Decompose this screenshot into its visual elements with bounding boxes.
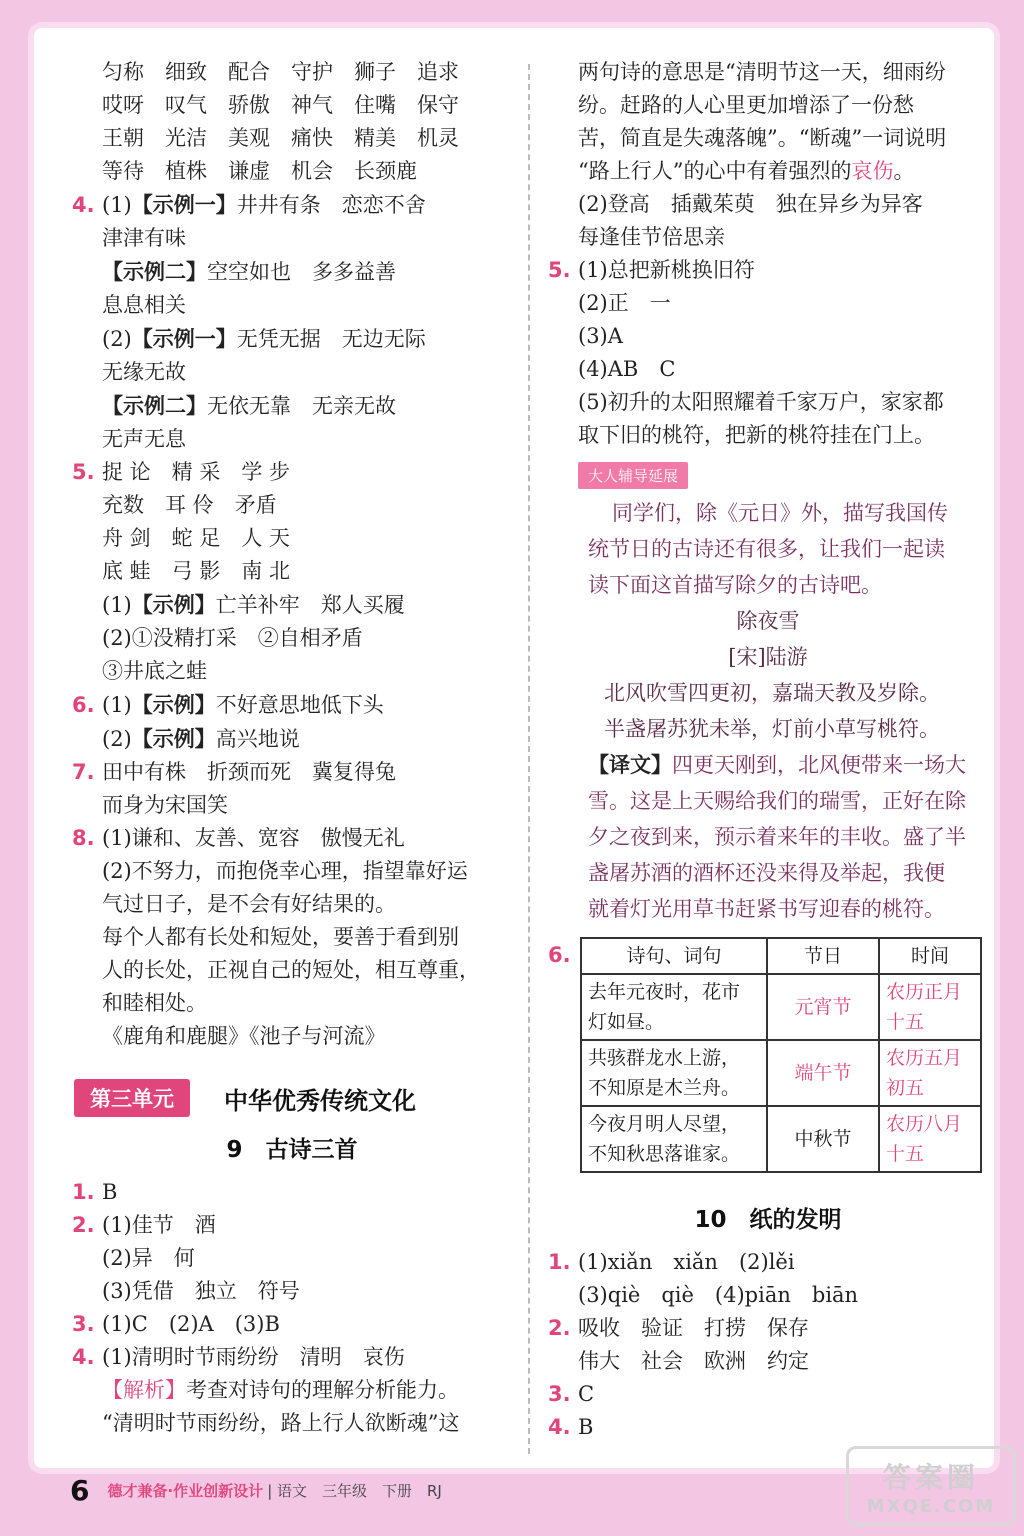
- answer-line: (2)【示例】高兴地说: [102, 726, 300, 751]
- poem-cell: 共骇群龙水上游， 不知原是木兰舟。: [581, 1040, 767, 1106]
- question-5-right: 5. (1)总把新桃换旧符: [548, 258, 755, 282]
- question-8: 8. (1)谦和、友善、宽容 傲慢无礼: [72, 826, 405, 850]
- answer-9-2: 2. (1)佳节 酒: [72, 1213, 216, 1237]
- word-row: 等待 植株 谦虚 机会 长颈鹿: [102, 159, 417, 183]
- answer-line: (2)正 一: [578, 291, 671, 315]
- answer-line: 取下旧的桃符，把新的桃符挂在门上。: [578, 423, 935, 447]
- question-6-right: 6. 诗句、词句 节日 时间 去年元夜时，花市 灯如昼。 元宵节 农历正月 十五 共骇群龙水上游， 不知原是木兰舟。 端午节 农历五月 初五 今夜月明人尽望， 不知秋思落谁家。 中秋节 农历八月 十五: [548, 937, 988, 1173]
- unit-title: 中华优秀传统文化: [224, 1086, 416, 1115]
- question-4: 4. (1)【示例一】井井有条 恋恋不舍: [72, 192, 426, 217]
- word-row: 哎呀 叹气 骄傲 神气 住嘴 保守: [102, 93, 459, 117]
- answer-line: 无缘无故: [102, 360, 186, 384]
- lesson-title-10: 10 纸的发明: [694, 1207, 842, 1233]
- tip-text: 统节日的古诗还有很多，让我们一起读: [588, 537, 945, 561]
- column-divider: [528, 64, 530, 1454]
- table-header: 时间: [879, 938, 981, 974]
- answer-line: (2)异 何: [102, 1246, 195, 1270]
- answer-line: (2)①没精打采 ②自相矛盾: [102, 626, 363, 650]
- translation-line: 【译文】四更天刚到，北风便带来一场大: [588, 752, 966, 777]
- answer-10-4: 4. B: [548, 1415, 594, 1439]
- question-6: 6. (1)【示例】不好意思地低下头: [72, 692, 384, 717]
- word-row: 匀称 细致 配合 守护 狮子 追求: [102, 60, 459, 84]
- table-row: [581, 974, 981, 1040]
- answer-10-3: 3. C: [548, 1382, 595, 1406]
- page-number: 6: [70, 1474, 90, 1507]
- answer-line: ③井底之蛙: [102, 659, 207, 683]
- answer-line: (3)A: [578, 324, 623, 348]
- table-row: [581, 1040, 981, 1106]
- festival-cell: 元宵节: [767, 974, 879, 1040]
- poem-cell: 去年元夜时，花市 灯如昼。: [581, 974, 767, 1040]
- analysis-line: 纷。赶路的人心里更加增添了一份愁: [578, 93, 914, 117]
- answer-line: (3)凭借 独立 符号: [102, 1279, 300, 1303]
- answer-line: (2)【示例一】无凭无据 无边无际: [102, 326, 426, 351]
- answer-line: (2)不努力，而抱侥幸心理，指望靠好运: [102, 859, 468, 883]
- table-header: 节日: [767, 938, 879, 974]
- lesson-title-9: 9 古诗三首: [226, 1137, 358, 1163]
- translation-line: 夕之夜到来，预示着来年的丰收。盛了半: [588, 825, 966, 849]
- tip-text: 同学们，除《元日》外，描写我国传: [612, 501, 948, 525]
- unit-badge: 第三单元: [74, 1079, 190, 1117]
- unit-header: [74, 1079, 512, 1117]
- answer-line: 人的长处，正视自己的短处，相互尊重，: [102, 958, 480, 982]
- answer-line: 底 蛙 弓 影 南 北: [102, 559, 291, 583]
- analysis-line: “路上行人”的心中有着强烈的哀伤。: [578, 159, 915, 183]
- poem-title: 除夜雪: [736, 609, 800, 633]
- festival-cell: 中秋节: [767, 1106, 879, 1172]
- highlight-word: 哀伤: [851, 159, 894, 183]
- answer-9-4: 4. (1)清明时节雨纷纷 清明 哀伤: [72, 1345, 405, 1369]
- analysis-line: 两句诗的意思是“清明节这一天，细雨纷: [578, 60, 946, 84]
- answer-line: (2)登高 插戴茱萸 独在异乡为异客: [578, 192, 923, 216]
- answer-9-3: 3. (1)C (2)A (3)B: [72, 1312, 280, 1336]
- answer-line: 每逢佳节倍思亲: [578, 225, 725, 249]
- time-cell: 农历八月 十五: [879, 1106, 981, 1172]
- festival-cell: 端午节: [767, 1040, 879, 1106]
- festival-table: [580, 937, 982, 1173]
- tip-text: 读下面这首描写除夕的古诗吧。: [588, 573, 882, 597]
- answer-line: 无声无息: [102, 427, 186, 451]
- answer-line: 息息相关: [102, 293, 186, 317]
- page-footer: [70, 1474, 442, 1507]
- table-row: [581, 1106, 981, 1172]
- question-5: 5. 捉 论 精 采 学 步: [72, 460, 291, 484]
- question-7: 7. 田中有株 折颈而死 冀复得兔: [72, 760, 396, 784]
- time-cell: 农历五月 初五: [879, 1040, 981, 1106]
- translation-line: 就着灯光用草书赶紧书写迎春的桃符。: [588, 897, 945, 921]
- answer-line: 和睦相处。: [102, 991, 207, 1015]
- answer-line: 【示例二】无依无靠 无亲无故: [102, 393, 396, 418]
- poem-cell: 今夜月明人尽望， 不知秋思落谁家。: [581, 1106, 767, 1172]
- analysis-line: “清明时节雨纷纷，路上行人欲断魂”这: [102, 1411, 460, 1435]
- answer-line: 【示例二】空空如也 多多益善: [102, 259, 396, 284]
- book-info: | 语文 三年级 下册 RJ: [267, 1482, 442, 1500]
- poem-author: [宋]陆游: [728, 645, 808, 669]
- translation-line: 盏屠苏酒的酒杯还没来得及举起，我便: [588, 861, 945, 885]
- poem-line: 半盏屠苏犹未举，灯前小草写桃符。: [604, 717, 940, 741]
- answer-line: (4)AB C: [578, 357, 676, 381]
- answer-line: 伟大 社会 欧洲 约定: [578, 1349, 809, 1373]
- answer-line: (3)qiè qiè (4)piān biān: [578, 1283, 859, 1307]
- answer-line: 而身为宋国笑: [102, 793, 228, 817]
- answer-line: 每个人都有长处和短处，要善于看到别: [102, 925, 459, 949]
- answer-line: 舟 剑 蛇 足 人 天: [102, 526, 291, 550]
- answer-line: 《鹿角和鹿腿》《池子与河流》: [102, 1024, 386, 1048]
- analysis-line: 【解析】考查对诗句的理解分析能力。: [102, 1378, 459, 1402]
- analysis-line: 苦，简直是失魂落魄”。“断魂”一词说明: [578, 126, 947, 150]
- answer-line: (1)【示例】亡羊补牢 郑人买履: [102, 592, 405, 617]
- table-header-row: [581, 938, 981, 974]
- time-cell: 农历正月 十五: [879, 974, 981, 1040]
- watermark-logo: 答案圈 MXQE.COM: [846, 1446, 1016, 1526]
- table-header: 诗句、词句: [581, 938, 767, 974]
- answer-line: (5)初升的太阳照耀着千家万户，家家都: [578, 390, 944, 414]
- right-column: [548, 56, 988, 1444]
- answer-line: 气过日子，是不会有好结果的。: [102, 892, 396, 916]
- answer-9-1: 1. B: [72, 1180, 118, 1204]
- answer-line: 津津有味: [102, 226, 186, 250]
- poem-line: 北风吹雪四更初，嘉瑞天教及岁除。: [604, 681, 940, 705]
- word-row: 王朝 光洁 美观 痛快 精美 机灵: [102, 126, 459, 150]
- answer-10-1: 1. (1)xiǎn xiǎn (2)lěi: [548, 1250, 795, 1274]
- answer-10-2: 2. 吸收 验证 打捞 保存: [548, 1316, 809, 1340]
- translation-line: 雪。这是上天赐给我们的瑞雪，正好在除: [588, 789, 966, 813]
- left-column: [72, 56, 512, 1440]
- answer-line: 充数 耳 伶 矛盾: [102, 493, 277, 517]
- tip-badge: 大人辅导延展: [578, 462, 688, 489]
- series-name: 德才兼备·作业创新设计: [107, 1482, 264, 1500]
